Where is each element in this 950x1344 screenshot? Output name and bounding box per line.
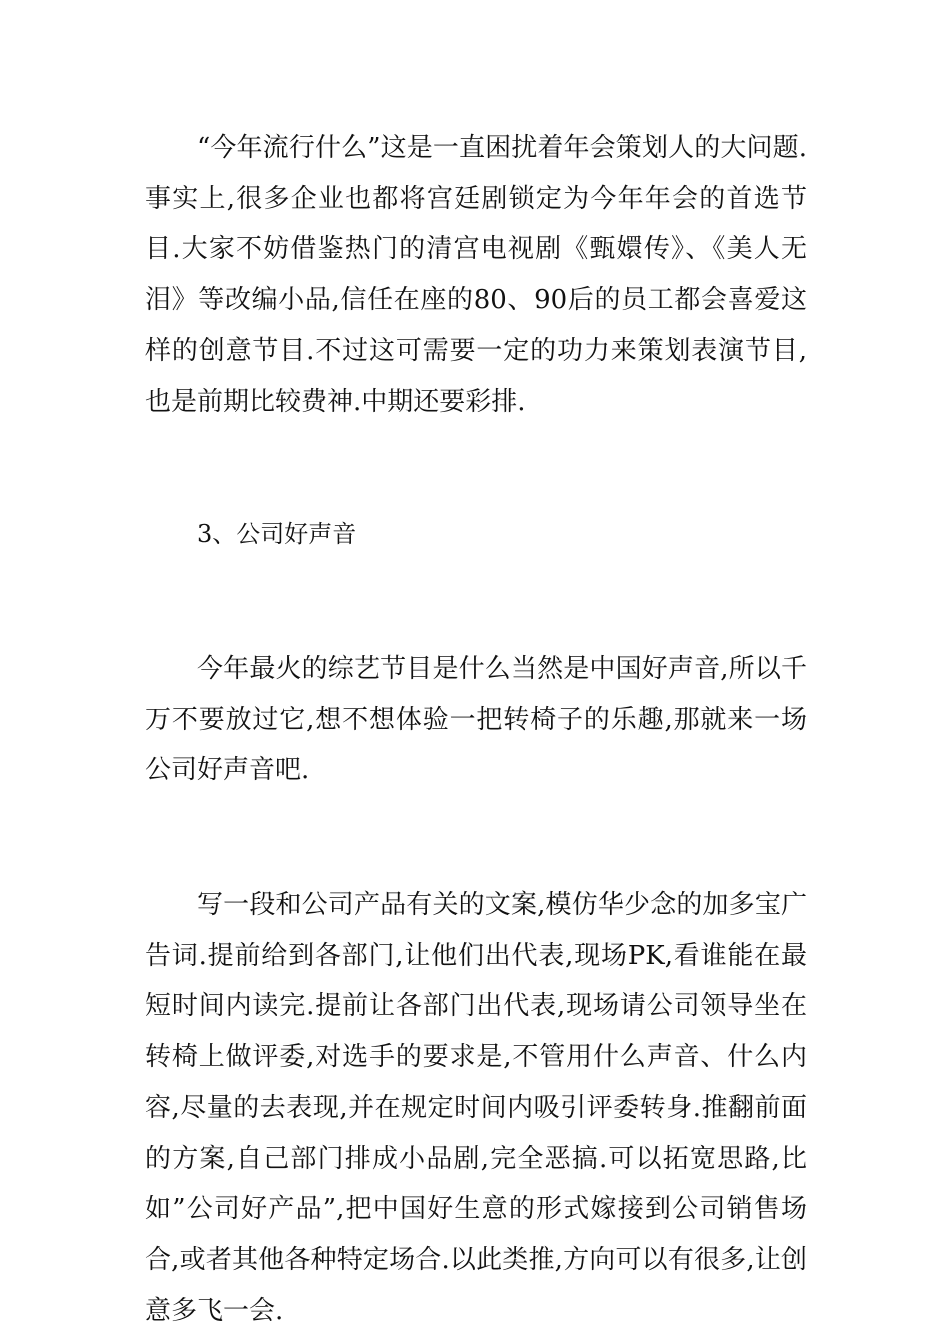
section-heading-company-voice: 3、公司好声音 — [197, 520, 357, 549]
document-body — [145, 123, 807, 1336]
paragraph-spacer — [145, 796, 807, 880]
paragraph-spacer — [145, 560, 807, 644]
paragraph-copywriting-contest: 写一段和公司产品有关的文案,模仿华少念的加多宝广告词.提前给到各部门,让他们出代表,现场PK,看谁能在最短时间内读完.提前让各部门出代表,现场请公司领导坐在转椅上做评委,对选手的要求是,不管用什么声音、什么内容,尽量的去表现,并在规定时间内吸引评委转身.推翻前面的方案,自己部门排成小品剧,完全恶搞.可以拓宽思路,比如”公司好产品”,把中国好生意的形式嫁接到公司销售场合,或者其他各种特定场合.以此类推,方向可以有很多,让创意多飞一会. — [145, 890, 807, 1326]
paragraph-spacer — [145, 427, 807, 509]
paragraph-voice-of-china: 今年最火的综艺节目是什么当然是中国好声音,所以千万不要放过它,想不想体验一把转椅子的乐趣,那就来一场公司好声音吧. — [145, 653, 807, 786]
paragraph-trending-topics: “今年流行什么”这是一直困扰着年会策划人的大问题.事实上,很多企业也都将宫廷剧锁定为今年年会的首选节目.大家不妨借鉴热门的清宫电视剧《甄嬛传》、《美人无泪》等改编小品,信任在座的80、90后的员工都会喜爱这样的创意节目.不过这可需要一定的功力来策划表演节目,也是前期比较费神.中期还要彩排. — [145, 133, 807, 417]
